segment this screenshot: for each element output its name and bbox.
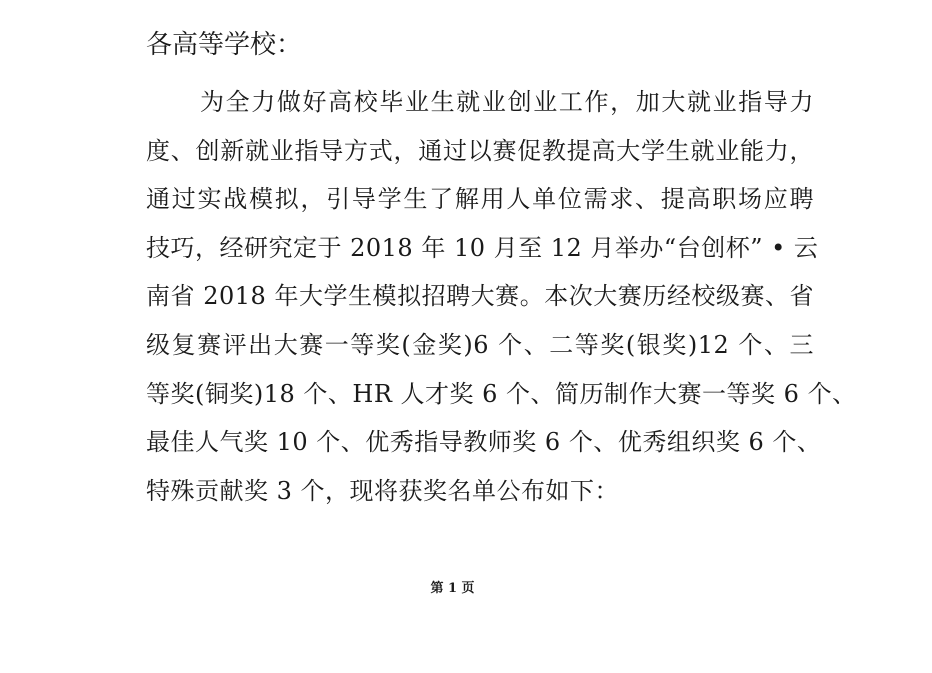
salutation: 各高等学校： xyxy=(146,30,303,60)
paragraph-line: 特殊贡献奖 3 个，现将获奖名单公布如下： xyxy=(146,476,620,505)
body-paragraph xyxy=(146,82,857,519)
paragraph-line: 为全力做好高校毕业生就业创业工作，加大就业指导力 xyxy=(200,88,814,116)
paragraph-line: 度、创新就业指导方式，通过以赛促教提高大学生就业能力， xyxy=(146,136,814,165)
paragraph-line: 级复赛评出大赛一等奖(金奖)6 个、二等奖(银奖)12 个、三 xyxy=(146,330,814,359)
paragraph-line: 南省 2018 年大学生模拟招聘大赛。本次大赛历经校级赛、省 xyxy=(146,282,814,311)
paragraph-line: 最佳人气奖 10 个、优秀指导教师奖 6 个、优秀组织奖 6 个、 xyxy=(146,428,822,457)
paragraph-line: 通过实战模拟，引导学生了解用人单位需求、提高职场应聘 xyxy=(146,185,814,214)
page-number: 第 1 页 xyxy=(430,581,475,596)
paragraph-line: 等奖(铜奖)18 个、HR 人才奖 6 个、简历制作大赛一等奖 6 个、 xyxy=(146,379,857,408)
paragraph-line: 技巧，经研究定于 2018 年 10 月至 12 月举办“台创杯” • 云 xyxy=(146,233,819,262)
